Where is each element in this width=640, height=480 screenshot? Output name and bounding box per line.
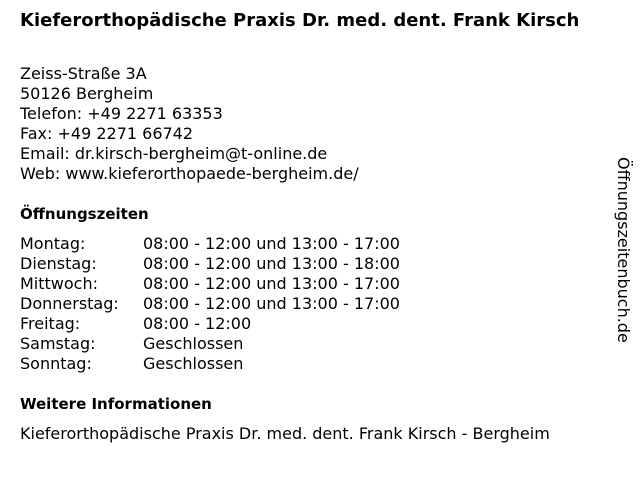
hours-row-friday <box>20 314 400 334</box>
watermark-text: Öffnungszeitenbuch.de <box>614 157 633 343</box>
time-value: 08:00 - 12:00 und 13:00 - 17:00 <box>143 234 400 253</box>
hours-row-tuesday <box>20 254 400 274</box>
day-label: Freitag: <box>20 314 81 333</box>
day-label: Dienstag: <box>20 254 97 273</box>
hours-row-thursday <box>20 294 400 314</box>
hours-row-saturday <box>20 334 400 354</box>
hours-row-monday <box>20 234 400 254</box>
more-info-heading: Weitere Informationen <box>20 395 212 413</box>
hours-row-sunday <box>20 354 400 374</box>
more-info-text: Kieferorthopädische Praxis Dr. med. dent. Frank Kirsch - Bergheim <box>20 424 550 443</box>
day-label: Donnerstag: <box>20 294 119 313</box>
time-value: 08:00 - 12:00 und 13:00 - 18:00 <box>143 254 400 273</box>
time-value: Geschlossen <box>143 334 244 353</box>
street-address: Zeiss-Straße 3A <box>20 64 147 83</box>
email-line: Email: dr.kirsch-bergheim@t-online.de <box>20 144 328 163</box>
watermark <box>606 135 640 365</box>
day-label: Sonntag: <box>20 354 92 373</box>
contact-block <box>20 64 359 184</box>
time-value: 08:00 - 12:00 und 13:00 - 17:00 <box>143 274 400 293</box>
phone-line: Telefon: +49 2271 63353 <box>20 104 223 123</box>
day-label: Mittwoch: <box>20 274 98 293</box>
fax-line: Fax: +49 2271 66742 <box>20 124 194 143</box>
web-line: Web: www.kieferorthopaede-bergheim.de/ <box>20 164 359 183</box>
hours-row-wednesday <box>20 274 400 294</box>
city-address: 50126 Bergheim <box>20 84 154 103</box>
time-value: 08:00 - 12:00 und 13:00 - 17:00 <box>143 294 400 313</box>
time-value: 08:00 - 12:00 <box>143 314 252 333</box>
day-label: Montag: <box>20 234 86 253</box>
page-title: Kieferorthopädische Praxis Dr. med. dent. Frank Kirsch <box>20 10 580 31</box>
opening-hours-table <box>20 234 400 374</box>
day-label: Samstag: <box>20 334 96 353</box>
opening-hours-heading: Öffnungszeiten <box>20 205 149 223</box>
time-value: Geschlossen <box>143 354 244 373</box>
